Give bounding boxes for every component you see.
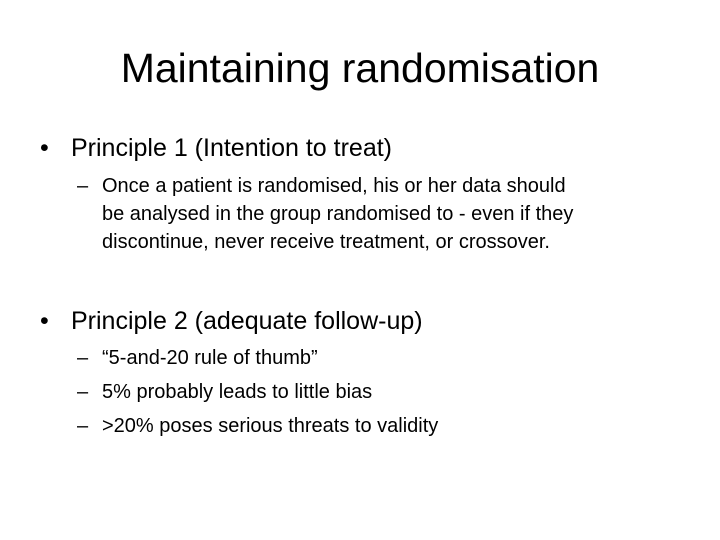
sub-bullet-line: 5% probably leads to little bias	[102, 381, 373, 403]
sub-bullet-marker: –	[77, 175, 89, 197]
sub-bullet-line: “5-and-20 rule of thumb”	[102, 347, 318, 369]
sub-bullet	[77, 344, 677, 372]
sub-bullet	[77, 172, 677, 256]
sub-bullet-line: Once a patient is randomised, his or her data should	[102, 175, 566, 197]
sub-bullet	[77, 378, 677, 406]
sub-bullet-marker: –	[77, 347, 89, 369]
bullet-text: Principle 2 (adequate follow-up)	[71, 307, 423, 335]
sub-bullet-line: discontinue, never receive treatment, or crossover.	[102, 231, 550, 253]
slide-title: Maintaining randomisation	[120, 45, 600, 91]
sub-bullet-marker: –	[77, 381, 89, 403]
bullet-marker: •	[40, 134, 49, 162]
sub-bullet-marker: –	[77, 415, 89, 437]
sub-bullet	[77, 412, 677, 440]
bullet-text: Principle 1 (Intention to treat)	[71, 134, 392, 162]
sub-bullet-line: be analysed in the group randomised to - even if they	[102, 203, 574, 225]
sub-bullet-line: >20% poses serious threats to validity	[102, 415, 439, 437]
bullet-marker: •	[40, 307, 49, 335]
